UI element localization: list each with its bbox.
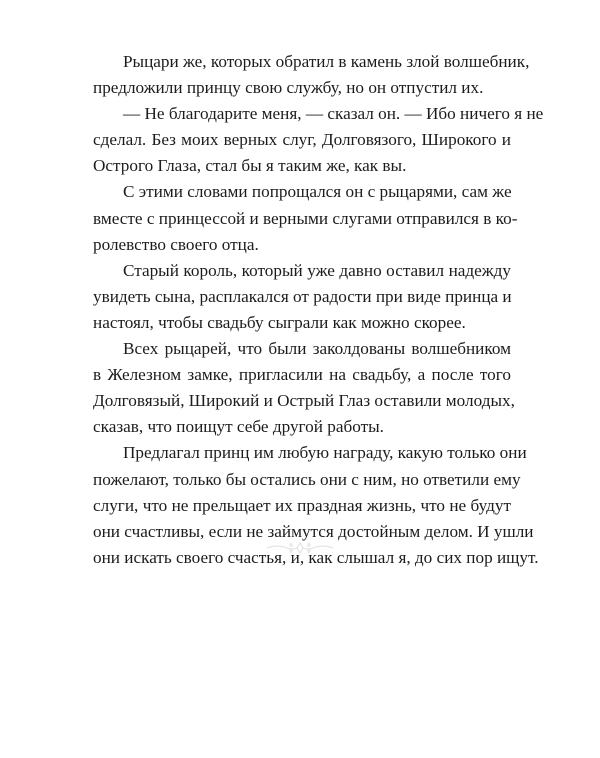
text-line: С этими словами попрощался он с рыцарями, сам же <box>123 182 512 202</box>
page-text <box>93 49 544 571</box>
text-line: Старый король, который уже давно оставил надежду <box>123 260 511 280</box>
paragraph-3 <box>93 179 518 257</box>
text-line: Рыцари же, которых обратил в камень злой волшебник, <box>123 52 530 71</box>
text-line: Острого Глаза, стал бы я таким же, как вы. <box>93 156 407 176</box>
text-line: сделал. Без моих верных слуг, Долговязого, Широкого и <box>93 130 511 150</box>
text-line: в Железном замке, пригласили на свадьбу, а после того <box>93 365 511 385</box>
text-line: Долговязый, Широкий и Острый Глаз оставили молодых, <box>93 391 515 411</box>
text-line: настоял, чтобы свадьбу сыграли как можно скорее. <box>93 312 466 332</box>
text-line: ролевство своего отца. <box>93 234 259 254</box>
paragraph-5 <box>93 336 515 440</box>
text-line: они счастливы, если не займутся достойным делом. И ушли <box>93 521 534 541</box>
text-line: пожелают, только бы остались они с ним, но ответили ему <box>93 469 521 489</box>
text-line: увидеть сына, расплакался от радости при виде принца и <box>93 286 512 306</box>
text-line: они искать своего счастья, и, как слышал я, до сих пор ищут. <box>93 547 539 567</box>
text-line: сказав, что поищут себе другой работы. <box>93 417 384 437</box>
paragraph-2 <box>93 101 544 179</box>
text-line: слуги, что не прельщает их праздная жизнь, что не будут <box>93 495 511 515</box>
text-line: — Не благодарите меня, — сказал он. — Ибо ничего я не <box>123 104 544 124</box>
text-line: Всех рыцарей, что были заколдованы волшебником <box>123 339 511 359</box>
paragraph-1 <box>93 49 530 101</box>
text-line: вместе с принцессой и верными слугами отправился в ко- <box>93 208 518 228</box>
text-line: предложили принцу свою службу, но он отпустил их. <box>93 78 484 98</box>
end-of-chapter-ornament-icon <box>265 541 335 555</box>
text-line: Предлагал принц им любую награду, какую только они <box>123 443 527 463</box>
paragraph-4 <box>93 258 511 336</box>
